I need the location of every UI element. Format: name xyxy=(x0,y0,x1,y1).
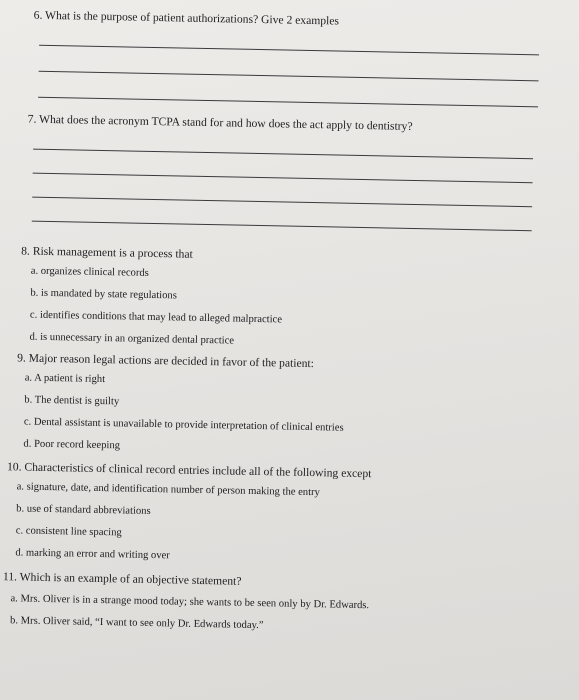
answer-line[interactable] xyxy=(32,197,532,208)
question-10-option-c[interactable]: c. consistent line spacing xyxy=(15,525,122,539)
question-11: 11. Which is an example of an objective statement? xyxy=(2,570,242,588)
answer-line[interactable] xyxy=(32,221,532,232)
question-11-option-a[interactable]: a. Mrs. Oliver is in a strange mood today; she wants to be seen only by Dr. Edwards. xyxy=(10,593,370,612)
question-8: 8. Risk management is a process that xyxy=(21,244,193,261)
question-8-option-c[interactable]: c. identifies conditions that may lead to alleged malpractice xyxy=(29,309,283,326)
question-9-option-a[interactable]: a. A patient is right xyxy=(24,372,106,386)
answer-line[interactable] xyxy=(39,45,539,56)
answer-line[interactable] xyxy=(39,71,539,82)
question-9-option-b[interactable]: b. The dentist is guilty xyxy=(24,394,120,408)
question-10-option-a[interactable]: a. signature, date, and identification number of person making the entry xyxy=(16,481,321,499)
question-11-option-b[interactable]: b. Mrs. Oliver said, “I want to see only Dr. Edwards today.” xyxy=(9,615,264,632)
question-10-option-d[interactable]: d. marking an error and writing over xyxy=(15,547,170,562)
answer-line[interactable] xyxy=(33,173,533,184)
question-8-option-d[interactable]: d. is unnecessary in an organized dental practice xyxy=(29,331,235,347)
question-8-option-a[interactable]: a. organizes clinical records xyxy=(30,265,149,279)
question-9-option-d[interactable]: d. Poor record keeping xyxy=(23,438,121,452)
question-10: 10. Characteristics of clinical record entries include all of the following except xyxy=(6,460,372,481)
question-9: 9. Major reason legal actions are decided in favor of the patient: xyxy=(17,351,315,371)
question-10-option-b[interactable]: b. use of standard abbreviations xyxy=(16,503,151,517)
answer-line[interactable] xyxy=(38,97,538,108)
question-8-option-b[interactable]: b. is mandated by state regulations xyxy=(30,287,177,302)
answer-line[interactable] xyxy=(33,149,533,160)
question-7: 7. What does the acronym TCPA stand for and how does the act apply to dentistry? xyxy=(27,112,413,133)
question-9-option-c[interactable]: c. Dental assistant is unavailable to provide interpretation of clinical entries xyxy=(23,416,344,434)
question-6: 6. What is the purpose of patient authorizations? Give 2 examples xyxy=(33,8,340,28)
